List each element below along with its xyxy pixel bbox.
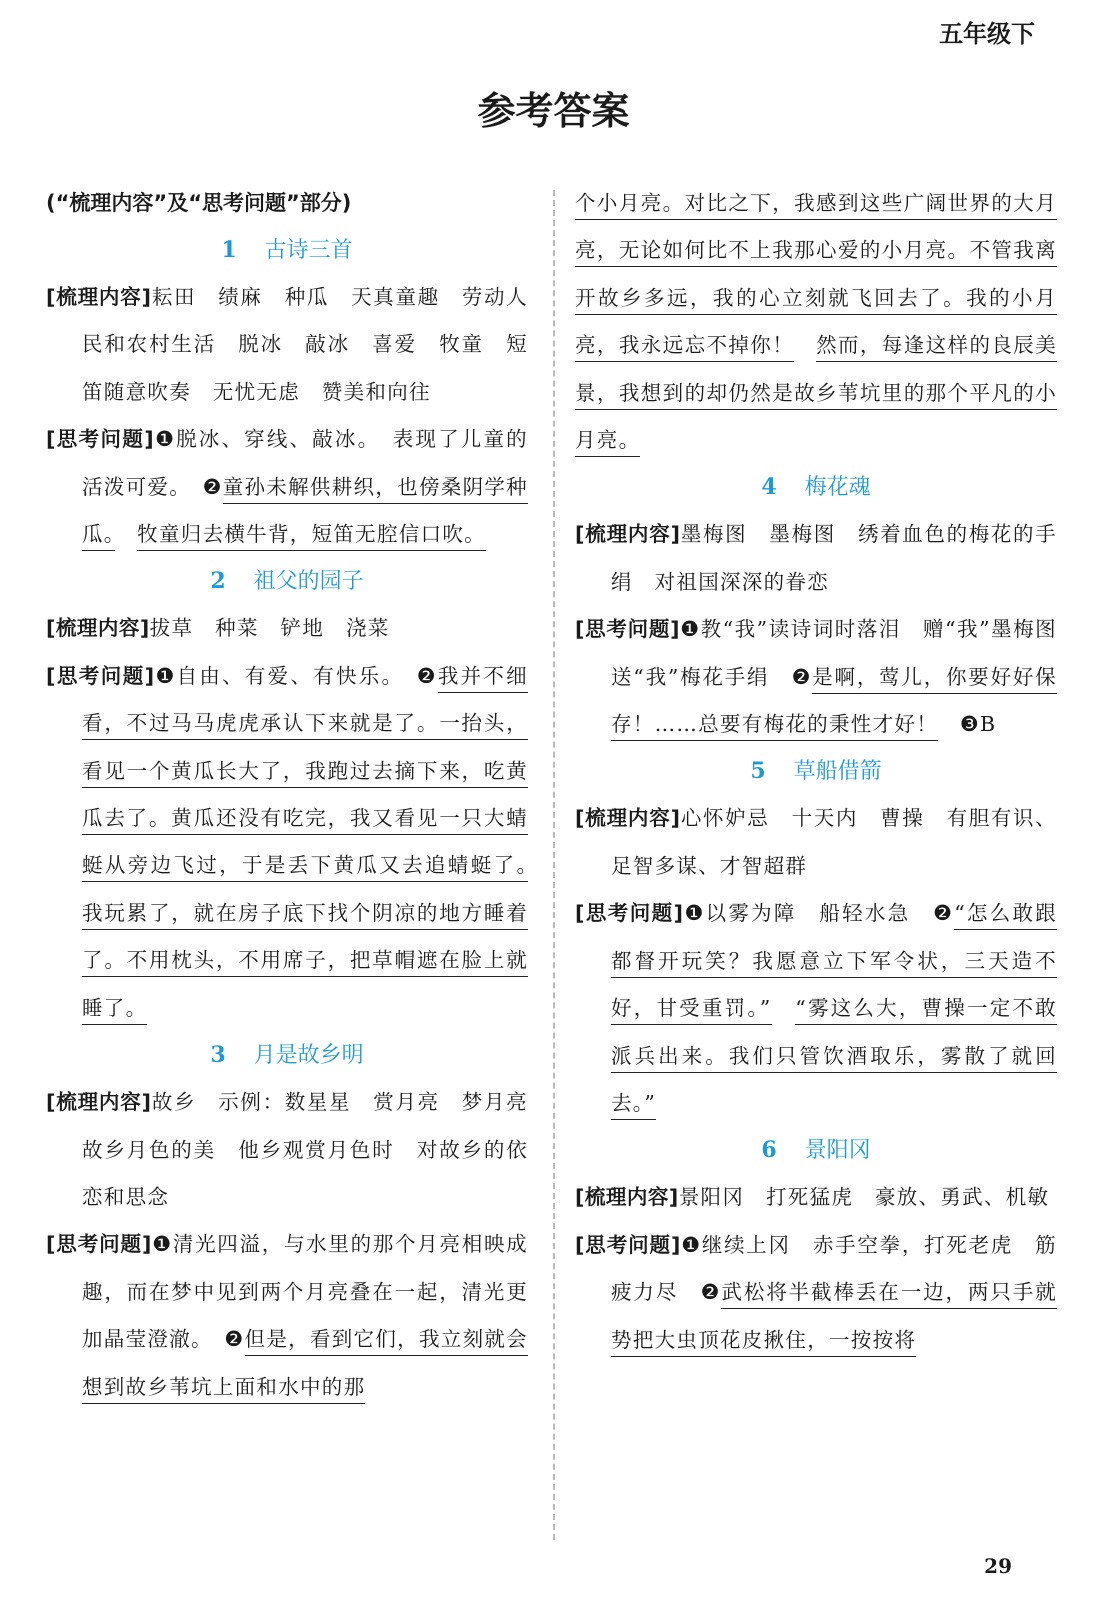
- lesson-number: 5: [750, 758, 766, 785]
- sort-content: [46, 274, 528, 416]
- underlined-answer: 但是，看到它们，我立刻就会想到故乡苇坑上面和水中的那: [82, 1327, 528, 1403]
- answer-text: 自由、有爱、有快乐。: [176, 663, 417, 688]
- answer-text: 清光四溢，与水里的那个月亮相映成趣，而在梦中见到两个月亮叠在一起，清光更加晶莹澄澈。: [82, 1232, 528, 1352]
- lesson-title: 草船借箭: [793, 759, 882, 785]
- answer-marker: ❷: [933, 901, 955, 926]
- sort-tag: [梳理内容]: [575, 1185, 679, 1210]
- underlined-answer: 然而，每逢这样的良辰美景，我想到的却仍然是故乡苇坑里的那个平凡的小月亮。: [575, 333, 1057, 457]
- underlined-answer: 个小月亮。对比之下，我感到这些广阔世界的大月亮，无论如何比不上我那心爱的小月亮。不管我离开故乡多远，我的心立刻就飞回去了。我的小月亮，我永远忘不掉你！: [575, 191, 1057, 362]
- sort-text: 墨梅图 墨梅图 绣着血色的梅花的手绢 对祖国深深的眷恋: [611, 522, 1057, 594]
- grade-label: 五年级下: [939, 20, 1035, 48]
- answer-marker: ❶: [154, 663, 177, 688]
- answer-marker: ❶: [679, 617, 701, 642]
- sort-text: 耘田 绩麻 种瓜 天真童趣 劳动人民和农村生活 脱冰 敲冰 喜爱 牧童 短笛随意吹奏 无忧无虑 赞美和向往: [82, 285, 528, 404]
- answer-text: 继续上冈 赤手空拳，打死老虎 筋疲力尽: [611, 1232, 1057, 1305]
- think-questions: [46, 653, 528, 1032]
- lesson-number: 6: [761, 1137, 777, 1164]
- answer-marker: ❷: [416, 663, 438, 688]
- lesson-number: 1: [221, 237, 237, 263]
- lesson-heading: [575, 1127, 1057, 1174]
- lesson-heading: [575, 748, 1057, 795]
- page-number: 29: [984, 1554, 1012, 1578]
- think-tag: [思考问题]: [46, 663, 155, 688]
- sort-content: [46, 605, 528, 652]
- sort-tag: [梳理内容]: [46, 616, 150, 641]
- answer-text: 教“我”读诗词时落泪 赠“我”墨梅图 送“我”梅花手绢: [611, 617, 1079, 689]
- spacer: [794, 333, 816, 357]
- underlined-answer: 我玩累了，就在房子底下找个阴凉的地方睡着了。不用枕头，不用席子，把草帽遮在脸上就睡了。: [82, 901, 528, 1025]
- sort-tag: [梳理内容]: [46, 285, 152, 309]
- answer-marker: ❶: [680, 1232, 702, 1257]
- answer-marker: ❶: [683, 901, 706, 926]
- spacer: [528, 853, 550, 877]
- think-tag: [思考问题]: [46, 1232, 152, 1257]
- lesson-number: 4: [761, 474, 777, 501]
- answer-marker: ❷: [791, 664, 813, 689]
- think-tag: [思考问题]: [46, 427, 155, 452]
- lesson-title: 祖父的园子: [253, 569, 364, 595]
- answer-marker: ❷: [700, 1280, 722, 1305]
- think-questions: [575, 1222, 1057, 1364]
- sort-content: [46, 1079, 550, 1221]
- section-intro: (“梳理内容”及“思考问题”部分): [46, 191, 352, 215]
- answer-marker: ❶: [154, 427, 177, 452]
- sort-tag: [梳理内容]: [575, 806, 681, 831]
- underlined-answer: “雾这么大，曹操一定不敢派兵出来。我们只管饮酒取乐，雾散了就回去。”: [611, 996, 1057, 1120]
- spacer: [115, 522, 137, 546]
- answer-text: B: [979, 712, 997, 737]
- lesson-heading: [575, 464, 1057, 511]
- answer-marker: ❸: [959, 712, 980, 737]
- sort-tag: [梳理内容]: [46, 1090, 152, 1115]
- think-questions: [575, 890, 1057, 1127]
- sort-content: [575, 1174, 1057, 1221]
- lesson-number: 2: [210, 568, 226, 595]
- answer-text: 以雾为障 船轻水急: [705, 901, 934, 926]
- think-questions: [46, 1221, 528, 1411]
- underlined-answer: 武松将半截棒丢在一边，两只手就势把大虫顶花皮揪住，一按按将: [611, 1280, 1057, 1356]
- think-tag: [思考问题]: [575, 901, 684, 926]
- right-column: [575, 180, 1079, 1364]
- sort-content: [575, 795, 1057, 890]
- sort-text: 拔草 种菜 铲地 浇菜: [149, 616, 390, 641]
- answer-marker: ❷: [202, 474, 223, 499]
- underlined-answer: 是啊，莺儿，你要好好保存！……总要有梅花的秉性才好！: [611, 665, 1057, 741]
- answer-marker: ❷: [224, 1327, 245, 1352]
- lesson-heading: [46, 227, 528, 274]
- answer-marker: ❶: [151, 1232, 173, 1257]
- lesson-title: 月是故乡明: [253, 1043, 364, 1069]
- lesson-title: 梅花魂: [804, 475, 871, 501]
- think-questions: [46, 416, 528, 558]
- sort-tag: [梳理内容]: [575, 522, 681, 547]
- lesson-heading: [46, 558, 528, 605]
- underlined-answer: 童孙未解供耕织，也傍桑阴学种瓜。: [82, 475, 528, 551]
- sort-text: 景阳冈 打死猛虎 豪放、勇武、机敏: [678, 1185, 1050, 1210]
- left-column: [46, 180, 550, 1411]
- page-title: 参考答案: [477, 89, 630, 133]
- lesson-heading: [46, 1032, 528, 1079]
- sort-text: 心怀妒忌 十天内 曹操 有胆有识、足智多谋、才智超群: [611, 806, 1057, 878]
- lesson-number: 3: [210, 1042, 226, 1069]
- spacer: [772, 996, 796, 1020]
- spacer: [938, 712, 960, 736]
- think-tag: [思考问题]: [575, 617, 680, 642]
- answer-text: 脱冰、穿线、敲冰。 表现了儿童的活泼可爱。: [82, 427, 528, 499]
- underlined-answer: “怎么敢跟都督开玩笑？我愿意立下军令状，三天造不好，甘受重罚。”: [611, 901, 1057, 1025]
- lesson-title: 景阳冈: [804, 1138, 871, 1164]
- sort-text: 故乡 示例：数星星 赏月亮 梦月亮 故乡月色的美 他乡观赏月色时 对故乡的依恋和思念: [82, 1090, 550, 1209]
- lesson-title: 古诗三首: [264, 238, 353, 263]
- underlined-answer: 牧童归去横牛背，短笛无腔信口吹。: [137, 522, 486, 551]
- underlined-answer: 我并不细看，不过马马虎虎承认下来就是了。一抬头，看见一个黄瓜长大了，我跑过去摘下来，吃黄瓜去了。黄瓜还没有吃完，我又看见一只大蜻蜓从旁边飞过，于是丢下黄瓜又去追蜻蜓了。: [82, 664, 528, 883]
- answer-continuation: [575, 180, 1057, 464]
- think-questions: [575, 606, 1079, 748]
- think-tag: [思考问题]: [575, 1232, 681, 1257]
- sort-content: [575, 511, 1057, 606]
- column-divider: [553, 190, 555, 1540]
